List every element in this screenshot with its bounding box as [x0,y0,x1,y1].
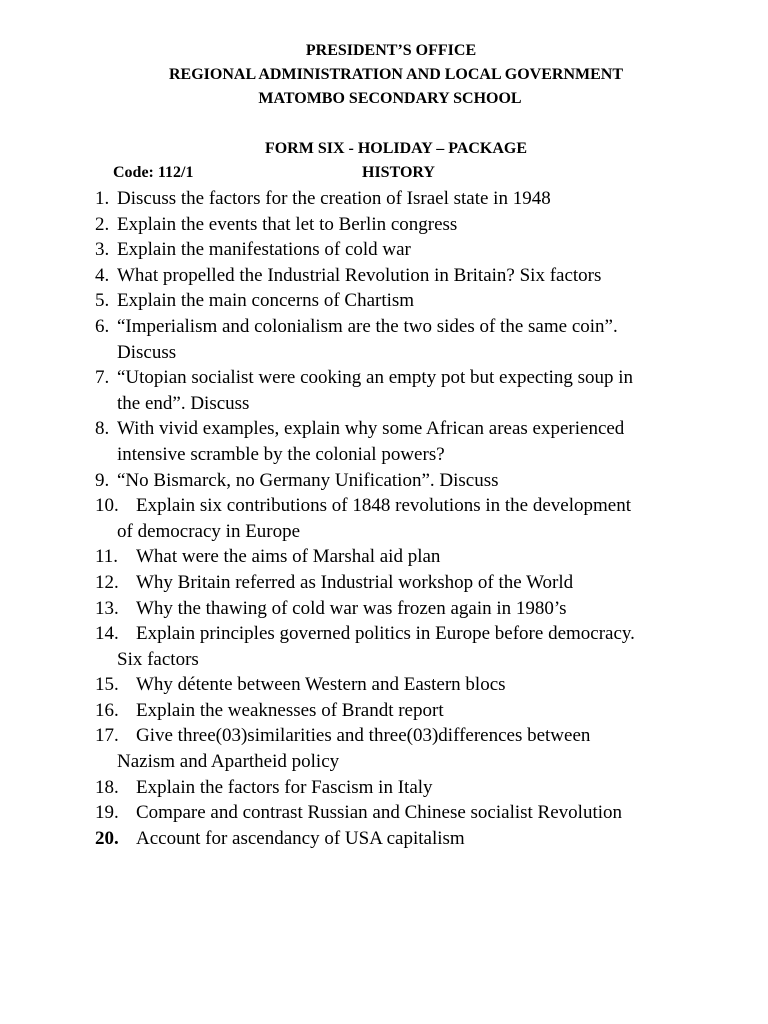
question-text: With vivid examples, explain why some African areas experienced [117,418,625,440]
question-number: 19. [95,802,119,824]
question-number: 12. [95,571,119,593]
question-number: 13. [95,597,119,619]
question-text: Why détente between Western and Eastern blocs [136,674,506,696]
question-item [0,365,768,416]
question-text: Explain the factors for Fascism in Italy [136,776,433,798]
question-text: Explain the weaknesses of Brandt report [136,699,444,721]
question-number: 5. [95,290,110,312]
question-item [0,800,768,826]
question-text: Compare and contrast Russian and Chinese socialist Revolution [136,802,623,824]
subject-code: Code: 112/1 [113,164,194,181]
question-text: Why the thawing of cold war was frozen again in 1980’s [136,597,567,619]
question-item [0,468,768,494]
question-number: 9. [95,469,110,491]
question-number: 18. [95,776,119,798]
question-text: Explain the manifestations of cold war [117,239,411,261]
question-text: Explain the main concerns of Chartism [117,290,415,312]
question-number: 16. [95,699,119,721]
question-number: 11. [95,546,119,568]
question-text-continued: Discuss [117,341,177,363]
question-item [0,544,768,570]
question-item [0,263,768,289]
question-item [0,570,768,596]
question-item [0,314,768,365]
question-text: Why Britain referred as Industrial workshop of the World [136,571,574,593]
question-item [0,826,768,852]
question-number: 10. [95,495,119,517]
question-number: 4. [95,264,110,286]
question-item [0,288,768,314]
question-item [0,775,768,801]
question-text: Explain six contributions of 1848 revolutions in the development [136,495,631,517]
question-list [0,186,768,851]
question-text: “Imperialism and colonialism are the two sides of the same coin”. [117,315,618,337]
question-number: 2. [95,213,110,235]
question-number: 6. [95,315,110,337]
question-text: Discuss the factors for the creation of Israel state in 1948 [117,188,551,209]
question-item [0,621,768,672]
question-text-continued: the end”. Discuss [117,392,250,414]
administration-heading: REGIONAL ADMINISTRATION AND LOCAL GOVERNMENT [169,66,623,83]
question-text-continued: of democracy in Europe [117,520,301,542]
question-item [0,596,768,622]
question-number: 14. [95,623,119,645]
question-number: 1. [95,188,110,209]
question-number: 8. [95,418,110,440]
question-item [0,698,768,724]
question-text: Account for ascendancy of USA capitalism [136,827,465,849]
package-title: FORM SIX - HOLIDAY – PACKAGE [264,140,528,157]
question-text: What were the aims of Marshal aid plan [136,546,441,568]
question-item [0,672,768,698]
question-text-continued: Nazism and Apartheid policy [117,751,340,773]
question-number: 17. [95,725,119,747]
question-number: 15. [95,674,119,696]
school-heading: MATOMBO SECONDARY SCHOOL [258,90,522,107]
question-item [0,416,768,467]
question-text: “No Bismarck, no Germany Unification”. Discuss [117,469,499,491]
question-text: Give three(03)similarities and three(03)differences between [136,725,591,747]
question-number: 7. [95,367,110,389]
question-item [0,186,768,212]
question-text: Explain principles governed politics in Europe before democracy. [136,623,635,645]
office-heading: PRESIDENT’S OFFICE [305,42,477,59]
question-item [0,237,768,263]
question-number: 20. [95,827,119,849]
question-text: “Utopian socialist were cooking an empty pot but expecting soup in [117,367,634,389]
question-text: What propelled the Industrial Revolution in Britain? Six factors [117,264,602,286]
question-item [0,212,768,238]
question-item [0,493,768,544]
question-text: Explain the events that let to Berlin congress [117,213,458,235]
subject-title: HISTORY [362,164,435,181]
question-text-continued: intensive scramble by the colonial powers? [117,443,445,465]
question-text-continued: Six factors [117,648,199,670]
question-number: 3. [95,239,110,261]
question-item [0,723,768,774]
